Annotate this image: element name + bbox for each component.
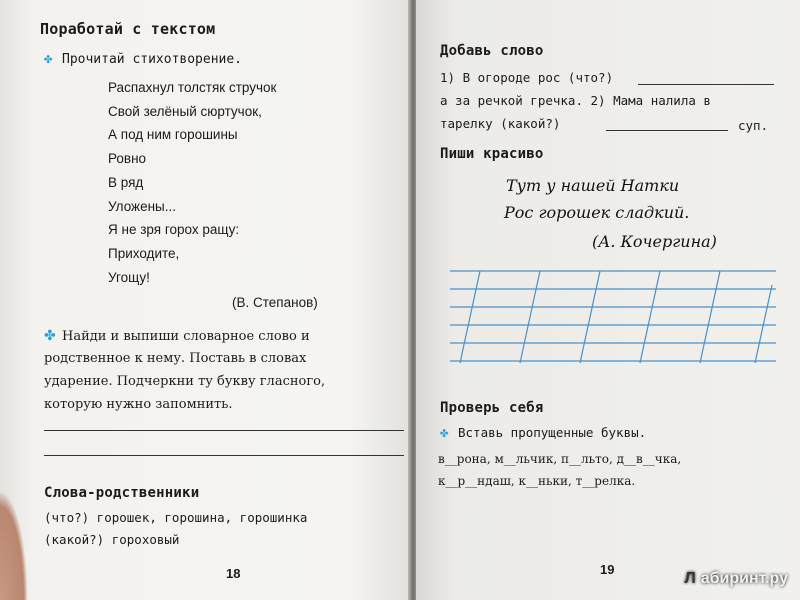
add-word-heading: Добавь слово <box>440 43 544 59</box>
add-word-suffix: суп. <box>738 118 769 133</box>
bullet-icon: ✤ <box>44 328 56 344</box>
poem-line: Я не зря горох ращу: <box>108 222 240 237</box>
task-line <box>44 328 310 344</box>
script-line: (А. Кочергина) <box>592 232 717 251</box>
check-words: в__рона, м__льчик, п__льто, д__в__чка, <box>438 452 682 466</box>
relatives-line: (какой?) гороховый <box>44 532 180 547</box>
read-instruction-text: Прочитай стихотворение. <box>62 52 243 67</box>
check-heading: Проверь себя <box>440 400 544 416</box>
thumb <box>0 490 28 600</box>
answer-blank[interactable] <box>638 84 774 85</box>
poem-line: Угощу! <box>108 270 150 285</box>
poem-line: Приходите, <box>108 246 180 261</box>
poem-author: (В. Степанов) <box>232 295 318 310</box>
add-word-line: 1) В огороде рос (что?) <box>440 70 614 85</box>
add-word-line: а за речкой гречка. 2) Мама налила в <box>440 93 711 108</box>
task-line: родственное к нему. Поставь в словах <box>44 351 307 366</box>
relatives-line: (что?) горошек, горошина, горошинка <box>44 510 308 525</box>
poem-line: Свой зелёный сюртучок, <box>108 104 262 119</box>
add-word-line: тарелку (какой?) <box>440 116 561 131</box>
answer-line[interactable] <box>44 455 404 456</box>
poem-line: В ряд <box>108 175 144 190</box>
poem-line: Распахнул толстяк стручок <box>108 80 277 95</box>
watermark-text: абиринт.ру <box>700 570 788 587</box>
copybook-grid[interactable] <box>450 267 776 371</box>
answer-line[interactable] <box>44 430 404 431</box>
left-heading: Поработай с текстом <box>40 20 216 38</box>
read-instruction <box>44 51 242 67</box>
page-number-left: 18 <box>226 566 241 581</box>
script-line: Тут у нашей Натки <box>506 176 680 195</box>
copybook-lines <box>450 271 776 363</box>
bullet-icon: ✤ <box>440 425 449 441</box>
write-nicely-heading: Пиши красиво <box>440 146 544 162</box>
task-line: ударение. Подчеркни ту букву гласного, <box>44 374 326 389</box>
answer-blank[interactable] <box>606 130 728 131</box>
poem-line: А под ним горошины <box>108 127 238 142</box>
labirint-logo: Л <box>682 570 699 588</box>
relatives-heading: Слова-родственники <box>44 485 200 501</box>
task-line-text: Найди и выпиши словарное слово и <box>62 329 310 344</box>
poem-line: Ровно <box>108 151 147 166</box>
page-number-right: 19 <box>600 562 615 577</box>
bullet-icon: ✤ <box>44 51 53 67</box>
check-instruction <box>440 425 646 441</box>
check-words: к__р__ндаш, к__ньки, т__релка. <box>438 474 636 488</box>
script-line: Рос горошек сладкий. <box>504 203 690 222</box>
task-line: которую нужно запомнить. <box>44 397 233 412</box>
poem-line: Уложены... <box>108 199 177 214</box>
check-instruction-text: Вставь пропущенные буквы. <box>458 425 647 440</box>
watermark <box>682 570 788 588</box>
